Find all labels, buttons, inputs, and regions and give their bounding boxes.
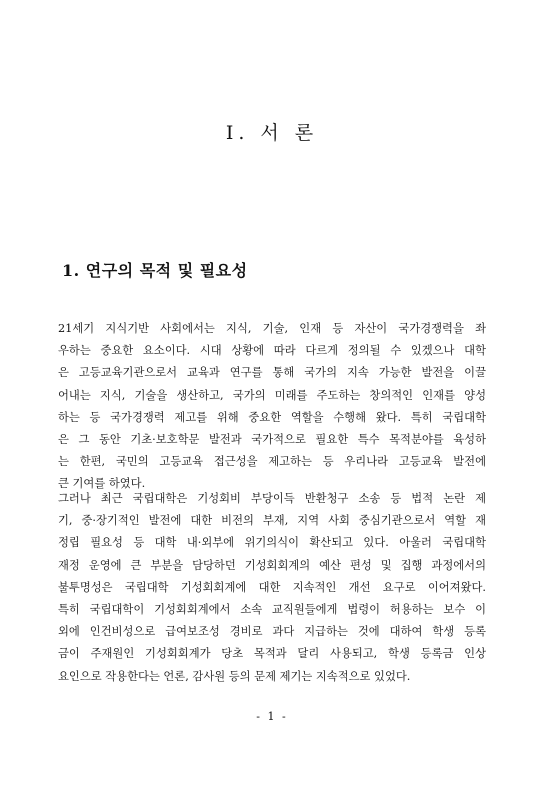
paragraph-line: 어내는 지식, 기술을 생산하고, 국가의 미래를 주도하는 창의적인 인재를 양성 [58,388,486,402]
paragraph-line: 우하는 중요한 요소이다. 시대 상황에 따라 다르게 정의될 수 있겠으나 대학 [58,344,486,358]
paragraph-line: 그러나 최근 국립대학은 기성회비 부당이득 반환청구 소송 등 법적 논란 제 [58,492,486,505]
paragraph-line: 큰 기여를 하였다. [58,477,146,491]
paragraph-line: 불투명성은 국립대학 기성회회계에 대한 지속적인 개선 요구로 이어져왔다. [58,580,486,594]
section-heading: 1. 연구의 목적 및 필요성 [62,261,248,280]
chapter-title: Ⅰ. 서 론 [225,122,319,144]
paragraph-line: 금이 주재원인 기성회회계가 당초 목적과 달리 사용되고, 학생 등록금 인상 [58,647,486,661]
page-number: - 1 - [256,710,288,723]
paragraph-line: 특히 국립대학이 기성회회계에서 소속 교직원들에게 법령이 허용하는 보수 이 [58,603,486,617]
paragraph-line: 정립 필요성 등 대학 내·외부에 위기의식이 확산되고 있다. 아울러 국립대학 [58,536,486,550]
paragraph-line: 기, 중·장기적인 발전에 대한 비전의 부재, 지역 사회 중심기관으로서 역할 재 [58,514,486,528]
paragraph-line: 는 한편, 국민의 고등교육 접근성을 제고하는 등 우리나라 고등교육 발전에 [58,455,486,469]
paragraph-line: 21세기 지식기반 사회에서는 지식, 기술, 인재 등 자산이 국가경쟁력을 좌 [58,322,486,335]
paragraph-line: 하는 등 국가경쟁력 제고를 위해 중요한 역할을 수행해 왔다. 특히 국립대학 [58,410,486,424]
paragraph-line: 은 그 동안 기초·보호학문 발전과 국가적으로 필요한 특수 목적분야를 육성하 [58,433,486,447]
paragraph-line: 은 고등교육기관으로서 교육과 연구를 통해 국가의 지속 가능한 발전을 이끌 [58,366,486,380]
paragraph-1 [58,318,486,496]
paragraph-2 [58,488,486,688]
paragraph-line: 재정 운영에 큰 부분을 담당하던 기성회회계의 예산 편성 및 집행 과정에서의 [58,558,486,572]
paragraph-line: 요인으로 작용한다는 언론, 감사원 등의 문제 제기는 지속적으로 있었다. [58,669,411,683]
paragraph-line: 외에 인건비성으로 급여보조성 경비로 과다 지급하는 것에 대하여 학생 등록 [58,625,486,639]
